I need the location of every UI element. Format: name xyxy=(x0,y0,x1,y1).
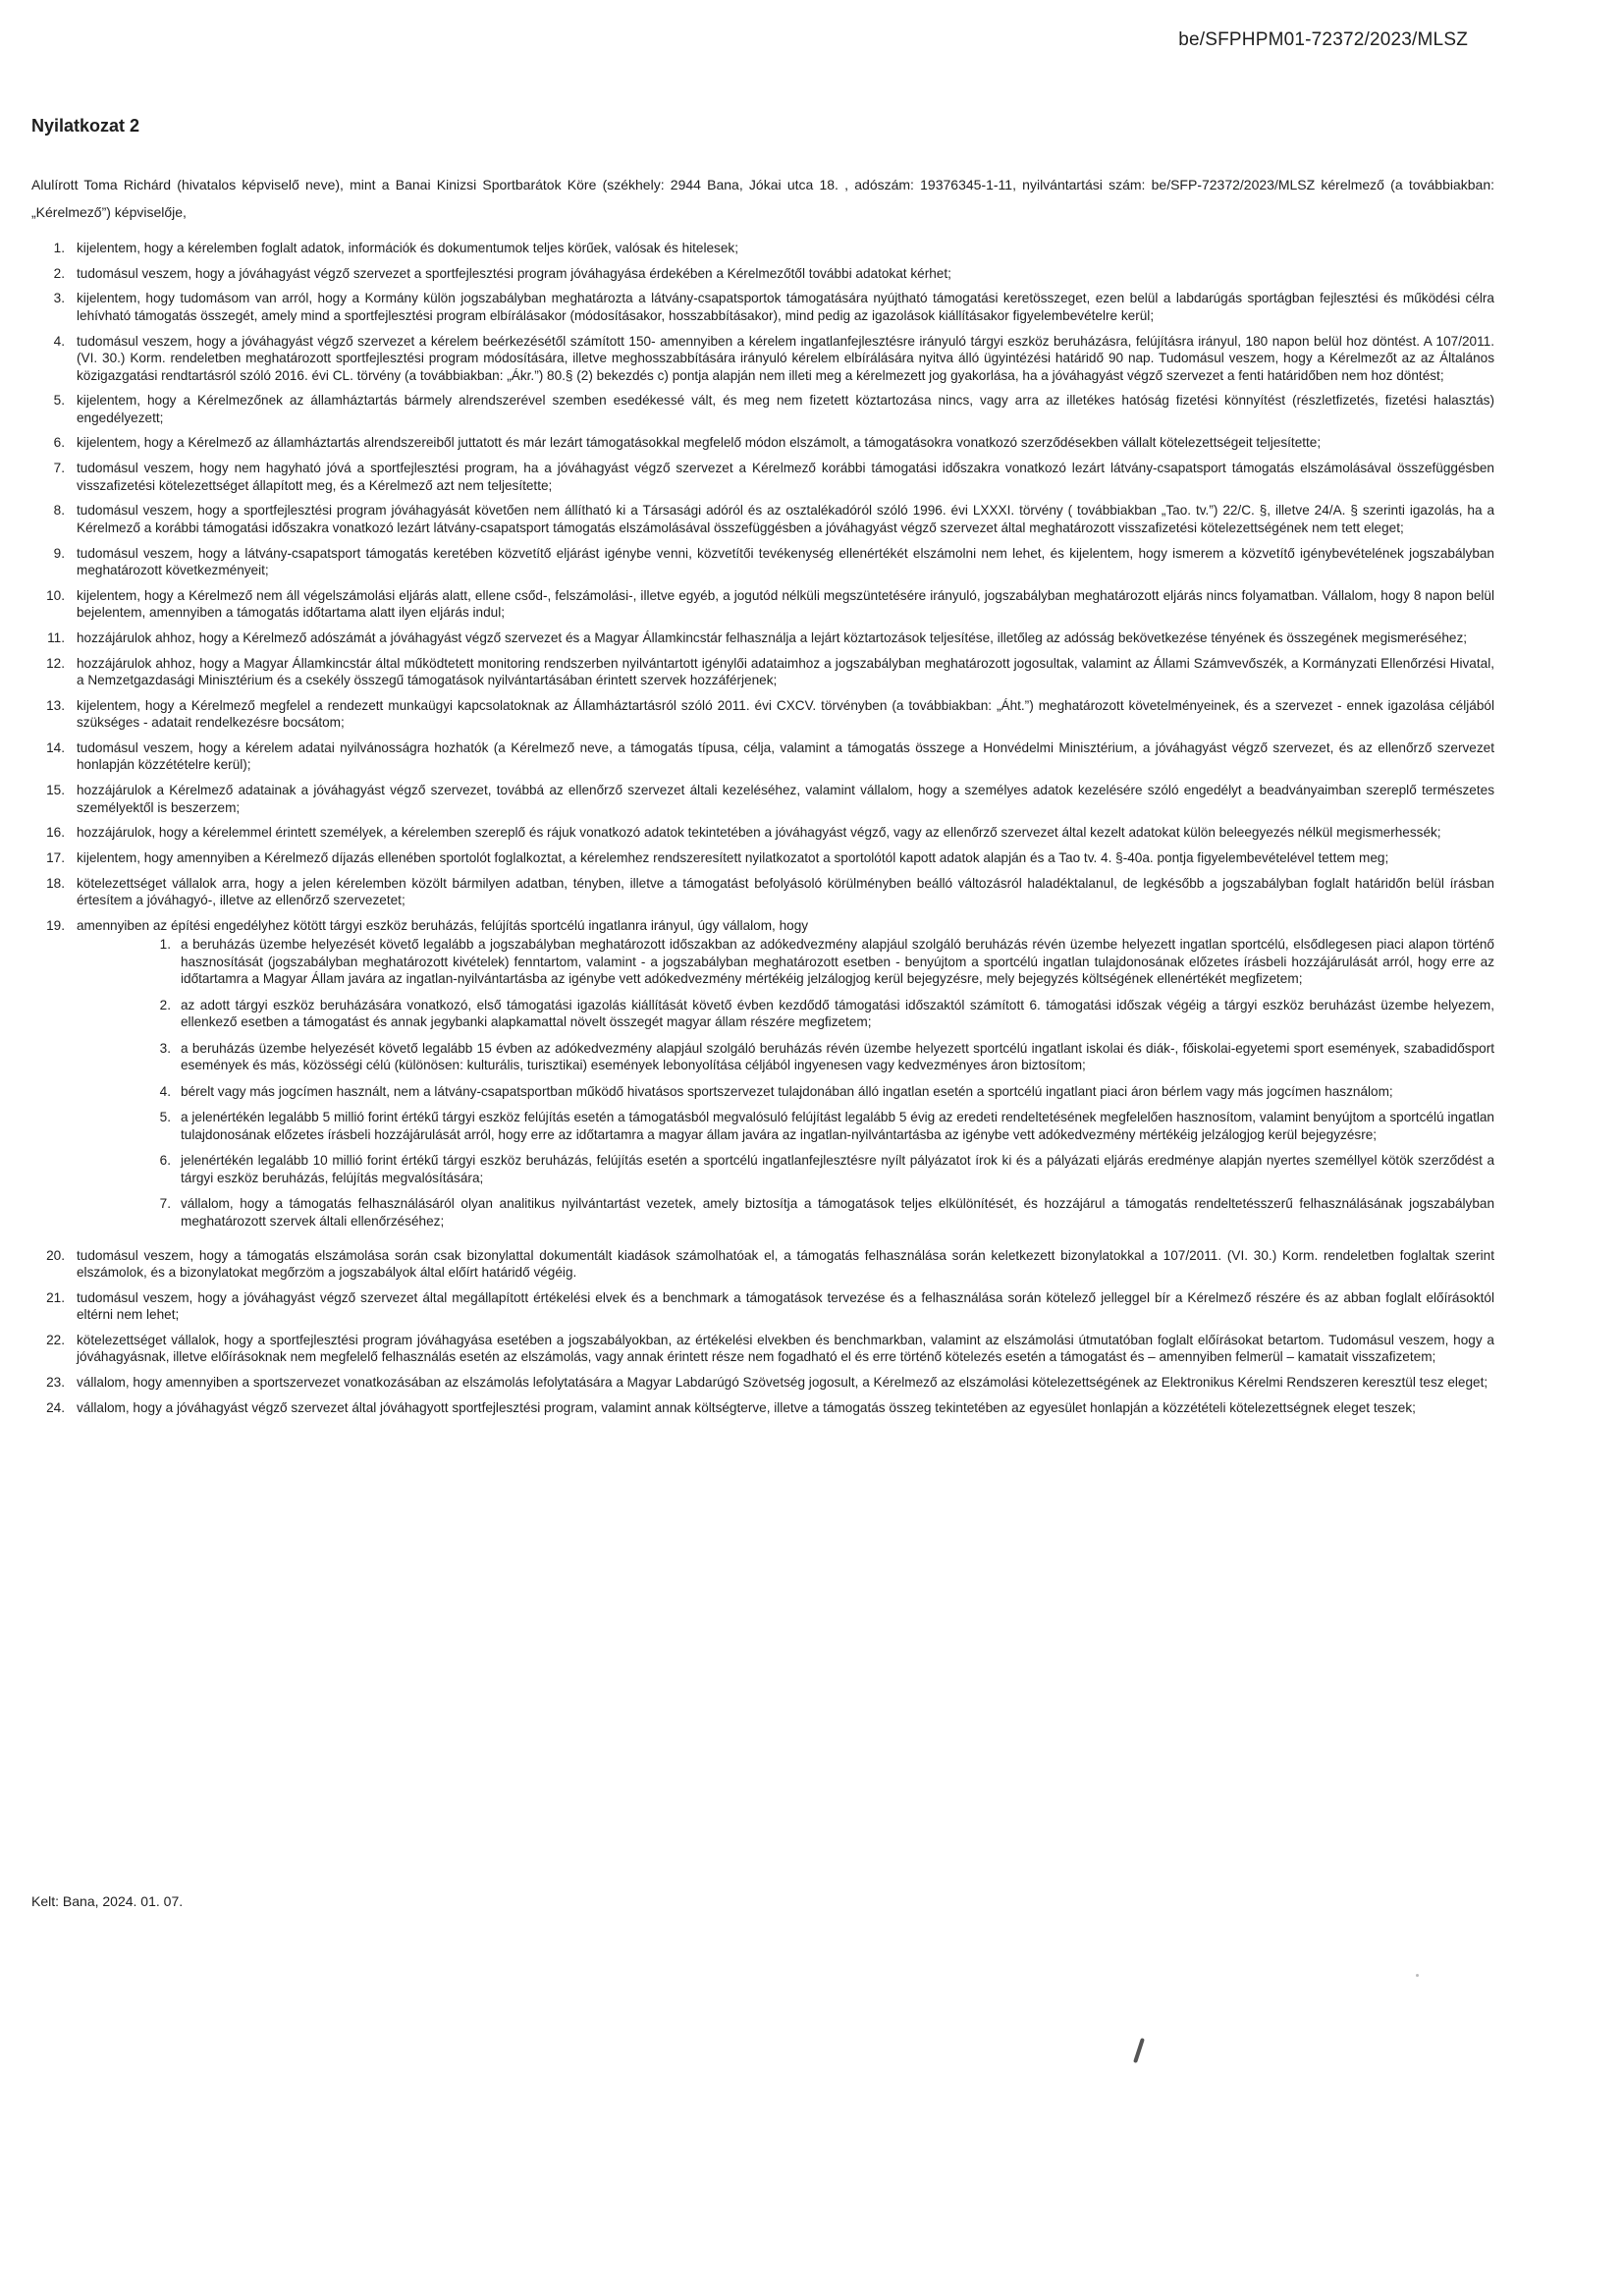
declaration-item xyxy=(31,655,1494,689)
item-number: 22. xyxy=(46,1332,65,1347)
scan-speck xyxy=(1416,1974,1419,1977)
item-text: hozzájárulok a Kérelmező adatainak a jóváhagyást végző szervezet, továbbá az ellenőrző szervezet általi kezeléséhez, valamint vállalom, hogy a személyes adatok kezelésére szóló engedélyt a beadványaimban szereplő természetes személyektől is beszerzem; xyxy=(77,783,1494,815)
item-number: 7. xyxy=(53,461,65,476)
item-text-block xyxy=(77,502,1494,536)
declaration-item xyxy=(31,1289,1494,1324)
item-number: 4. xyxy=(53,333,65,349)
sub-item-number: 2. xyxy=(159,997,171,1012)
item-text: vállalom, hogy amennyiben a sportszervezet vonatkozásában az elszámolás lefolytatására a Magyar Labdarúgó Szövetség jogosult, a Kérelmező az elszámolási kötelezettségének az Elektronikus Kérelmi Rendszeren keresztül tesz eleget; xyxy=(77,1375,1488,1391)
item-text: hozzájárulok ahhoz, hogy a Kérelmező adószámát a jóváhagyást végző szervezet és a Magyar Államkincstár felhasználja a lejárt köztartozások teljesítése, illetőleg az adósság bekövetkezése tényének és összegének megismeréséhez; xyxy=(77,629,1468,645)
item-text-block xyxy=(77,333,1494,385)
item-number: 18. xyxy=(46,875,65,891)
item-number: 1. xyxy=(53,241,65,255)
item-text: kijelentem, hogy a Kérelmezőnek az államháztartás bármely alrendszerével szemben esedékessé vált, és meg nem fizetett köztartozása nincs, vagy arra az illetékes hatóság fizetési könnyítést (részletfizetés, fizetési halasztás) engedélyezett; xyxy=(77,393,1494,425)
declaration-item xyxy=(31,290,1494,324)
sub-item-text: a jelenértékén legalább 5 millió forint értékű tárgyi eszköz felújítás esetén a támogatásból megvalósuló felújítást legalább 5 évig az eredeti rendeltetésének megfelelően hasznosítom, valamint benyújtom a sportcélú ingatlan tulajdonosának előzetes írásbeli hozzájárulását arról, hogy erre az időtartamra a magyar állam javára az ingatlan-nyilvántartásba az igénybe vett adókedvezmény mértékéig jelzálogjog kerül bejegyzésre; xyxy=(181,1110,1494,1142)
item-number: 12. xyxy=(46,655,65,671)
declaration-item xyxy=(31,587,1494,622)
declaration-item xyxy=(31,782,1494,816)
sub-item xyxy=(147,997,1494,1031)
declaration-items-list xyxy=(31,240,1494,1425)
item-text-block xyxy=(77,824,1494,842)
item-text: kijelentem, hogy a Kérelmező az államháztartás alrendszereiből juttatott és már lezárt támogatásokkal megfelelő módon elszámolt, a támogatásokra vonatkozó szerződésekben vállalt kötelezettségeit teljesítette; xyxy=(77,435,1322,451)
item-number: 24. xyxy=(46,1399,65,1415)
item-text-block xyxy=(77,587,1494,622)
item-text-block xyxy=(77,545,1494,579)
sub-item xyxy=(147,1083,1494,1101)
item-text: amennyiben az építési engedélyhez kötött tárgyi eszköz beruházás, felújítás sportcélú ingatlanra irányul, úgy vállalom, hogy xyxy=(77,917,809,933)
declaration-item xyxy=(31,875,1494,909)
sub-item-number: 6. xyxy=(159,1153,171,1169)
item-text: hozzájárulok ahhoz, hogy a Magyar Államkincstár által működtetett monitoring rendszerben nyilvántartott igénylői adataimhoz a jogszabályban meghatározott jogosultak, valamint az Állami Számvevőszék, a Kormányzati Ellenőrzési Hivatal, a Nemzetgazdasági Minisztérium és a csekély összegű támogatások nyilvántartásában érintett szervek hozzáférjenek; xyxy=(77,655,1494,688)
declaration-item xyxy=(31,739,1494,774)
declaration-item xyxy=(31,849,1494,867)
sub-item-number: 3. xyxy=(159,1040,171,1056)
item-text: tudomásul veszem, hogy a jóváhagyást végző szervezet a sportfejlesztési program jóváhagyása érdekében a Kérelmezőtől további adatokat kérhet; xyxy=(77,265,951,281)
item-number: 2. xyxy=(53,265,65,281)
item-number: 10. xyxy=(46,587,65,603)
item-number: 17. xyxy=(46,850,65,865)
declaration-item xyxy=(31,502,1494,536)
item-number: 5. xyxy=(53,393,65,409)
item-text: tudomásul veszem, hogy a sportfejlesztési program jóváhagyását követően nem állítható ki a Társasági adóról és az osztalékadóról szóló 1996. évi LXXXI. törvény ( továbbiakban „Tao. tv.”) 22/C. §, illetve 24/A. § szerinti igazolás, ha a Kérelmező a korábbi támogatási időszakra vonatkozó lezárt látvány-csapatsport támogatás elszámolásával összefüggésben a jóváhagyást végző szervezet által meghatározott visszafizetési kötelezettségének nem tett eleget; xyxy=(77,503,1494,535)
document-reference-number: be/SFPHPM01-72372/2023/MLSZ xyxy=(1178,29,1468,50)
item-text-block xyxy=(77,1374,1494,1392)
item-number: 15. xyxy=(46,783,65,798)
declaration-item xyxy=(31,1247,1494,1282)
item-text-block xyxy=(77,629,1494,647)
item-number: 16. xyxy=(46,825,65,841)
item-number: 14. xyxy=(46,739,65,755)
sub-item-number: 5. xyxy=(159,1110,171,1125)
item-text: tudomásul veszem, hogy a támogatás elszámolása során csak bizonylattal dokumentált kiadások számolhatóak el, a támogatás felhasználása során keletkezett bizonylatokkal a 107/2011. (VI. 30.) Korm. rendeletben foglaltak szerint elszámolok, és a bizonylatokat megőrzöm a jogszabályok által előírt határidő végéig. xyxy=(77,1247,1494,1281)
item-number: 11. xyxy=(47,629,65,645)
item-text-block xyxy=(77,460,1494,494)
item-text-block xyxy=(77,1332,1494,1366)
declaration-item xyxy=(31,545,1494,579)
item-text-block xyxy=(77,655,1494,689)
item-text: tudomásul veszem, hogy a jóváhagyást végző szervezet által megállapított értékelési elvek és a benchmark a támogatások tervezése és a felhasználása során kötelező jelleggel bír a Kérelmező részére és az abban foglalt előírásoktól eltérni nem lehet; xyxy=(77,1289,1494,1323)
sub-item-number: 1. xyxy=(159,937,171,953)
item-number: 9. xyxy=(53,545,65,561)
sub-item xyxy=(147,936,1494,988)
declaration-intro: Alulírott Toma Richárd (hivatalos képviselő neve), mint a Banai Kinizsi Sportbarátok Köre (székhely: 2944 Bana, Jókai utca 18. , adószám: 19376345-1-11, nyilvántartási szám: be/SFP-72372/2023/MLSZ kérelmező (a továbbiakban: „Kérelmező”) képviselője, xyxy=(31,177,1494,220)
item-text: hozzájárulok, hogy a kérelemmel érintett személyek, a kérelemben szereplő és rájuk vonatkozó adatok tekintetében a jóváhagyást végző, vagy az ellenőrző szervezet által kezelt adatokat külön beleegyezés nélkül megismerhessék; xyxy=(77,825,1441,841)
item-text-block xyxy=(77,697,1494,732)
sub-items-list xyxy=(77,936,1494,1230)
item-text-block xyxy=(77,240,1494,257)
item-number: 8. xyxy=(53,503,65,519)
item-text-block xyxy=(77,434,1494,452)
item-text-block xyxy=(77,1289,1494,1324)
item-number: 6. xyxy=(53,435,65,451)
sub-item xyxy=(147,1040,1494,1074)
sub-item xyxy=(147,1109,1494,1143)
sub-item-text: az adott tárgyi eszköz beruházására vonatkozó, első támogatási igazolás kiállítását követő évben kezdődő támogatási időszaktól számított 6. támogatási időszak végéig a tárgyi eszköz beruházást üzembe helyezem, ellenkező esetben a támogatást és annak jegybanki alapkamattal növelt összegét magyar állam részére megfizetem; xyxy=(181,997,1494,1030)
sub-item-text: vállalom, hogy a támogatás felhasználásáról olyan analitikus nyilvántartást vezetek, amely biztosítja a támogatások teljes elkülönítését, és hozzájárul a támogatás rendeltetésszerű felhasználásának jogszabályban meghatározott szervek általi ellenőrzéséhez; xyxy=(181,1196,1494,1229)
item-text-block xyxy=(77,782,1494,816)
sub-item xyxy=(147,1195,1494,1230)
item-text-block xyxy=(77,875,1494,909)
item-number: 19. xyxy=(46,917,65,933)
sub-item-text: bérelt vagy más jogcímen használt, nem a látvány-csapatsportban működő hivatásos sportszervezet tulajdonában álló ingatlan esetén a sportcélú ingatlant piaci áron bérlem vagy más jogcímen használom; xyxy=(181,1083,1393,1099)
declaration-item xyxy=(31,697,1494,732)
item-number: 13. xyxy=(46,697,65,713)
item-number: 20. xyxy=(46,1247,65,1263)
item-text: tudomásul veszem, hogy nem hagyható jóvá a sportfejlesztési program, ha a jóváhagyást végző szervezet a Kérelmező korábbi támogatási időszakra vonatkozó lezárt látvány-csapatsport támogatás elszámolásával összefüggésben visszafizetési kötelezettséget állapított meg, és a Kérelmező azt nem teljesítette; xyxy=(77,461,1494,493)
sub-item xyxy=(147,1152,1494,1186)
declaration-item xyxy=(31,824,1494,842)
date-place-line: Kelt: Bana, 2024. 01. 07. xyxy=(31,1893,184,1909)
sub-item-text: a beruházás üzembe helyezését követő legalább a jogszabályban meghatározott időszakban az adókedvezmény alapjául szolgáló beruházás révén üzembe helyezett ingatlan sportcélú, elsődlegesen piaci alapon történő hasznosítását (jogszabályban meghatározott kivételek) fenntartom, valamint - a jogszabályban meghatározott esetben - benyújtom a sportcélú ingatlan tulajdonosának előzetes írásbeli hozzájárulását arról, hogy erre az időtartamra a Magyar Állam javára az ingatlan-nyilvántartásba az igénybe vett adókedvezmény mértékéig jelzálogjog kerül bejegyzésre, mely bejegyzés költségének ellenértékét megfizetem; xyxy=(181,937,1494,987)
declaration-item xyxy=(31,392,1494,426)
declaration-item xyxy=(31,1374,1494,1392)
item-text: tudomásul veszem, hogy a kérelem adatai nyilvánosságra hozhatók (a Kérelmező neve, a támogatás típusa, célja, valamint a támogatás összege a Honvédelmi Minisztérium, a jóváhagyást végző szervezet, és az ellenőrző szervezet honlapján közzétételre kerül); xyxy=(77,739,1494,773)
item-text-block xyxy=(77,1247,1494,1282)
item-text-block xyxy=(77,917,1494,1239)
sub-item-number: 7. xyxy=(159,1196,171,1212)
declaration-item xyxy=(31,333,1494,385)
declaration-item xyxy=(31,1332,1494,1366)
item-text-block xyxy=(77,265,1494,283)
declaration-item xyxy=(31,434,1494,452)
item-text: kötelezettséget vállalok, hogy a sportfejlesztési program jóváhagyása esetében a jogszabályokban, az értékelési elvekben és benchmarkban, valamint az elszámolási útmutatóban foglalt előírásokat betartom. Tudomásul veszem, hogy a jóváhagyásnak, illetve előírásoknak nem megfelelő felhasználás esetén az elszámolás, vagy annak érintett része nem fogadható el és erre történő kötelezés esetén a támogatást és – amennyiben felmerül – kamatait visszafizetem; xyxy=(77,1332,1494,1365)
item-text: kijelentem, hogy a kérelemben foglalt adatok, információk és dokumentumok teljes körűek, valósak és hitelesek; xyxy=(77,241,738,255)
item-number: 23. xyxy=(46,1375,65,1391)
item-number: 21. xyxy=(46,1289,65,1305)
item-text: tudomásul veszem, hogy a jóváhagyást végző szervezet a kérelem beérkezésétől számított 150- amennyiben a kérelem ingatlanfejlesztésre irányuló tárgyi eszköz beruházásra, felújításra irányul, 180 napon belül hoz döntést. A 107/2011. (VI. 30.) Korm. rendeletben meghatározott sportfejlesztési program módosítására, illetve meghosszabbítására irányuló kérelem elbírálására nyitva álló ügyintézési határidő 90 nap. Tudomásul veszem, hogy a Kérelmezőt az az Általános közigazgatási rendtartásról szóló 2016. évi CL. törvény (a továbbiakban: „Ákr.”) 80.§ (2) bekezdés c) pontja alapján nem illeti meg a kérelmezett jog gyakorlása, ha a jóváhagyást végző szervezet a fenti határidőben nem hoz döntést; xyxy=(77,333,1494,383)
document-title: Nyilatkozat 2 xyxy=(31,116,140,136)
declaration-item xyxy=(31,917,1494,1239)
pen-mark xyxy=(1133,2038,1145,2063)
item-text: kijelentem, hogy tudomásom van arról, hogy a Kormány külön jogszabályban meghatározta a látvány-csapatsportok támogatására nyújtható támogatási keretösszeget, ezen belül a labdarúgás sportágban fejlesztési és működési célra lehívható támogatás összegét, amely mind a sportfejlesztési program elbírálásakor (módosításakor, hosszabbításakor), mind pedig az igazolások kiállításakor figyelembevételre kerül; xyxy=(77,291,1494,323)
sub-item-text: a beruházás üzembe helyezését követő legalább 15 évben az adókedvezmény alapjául szolgáló beruházás révén üzembe helyezett sportcélú ingatlant iskolai és diák-, főiskolai-egyetemi sport események, szabadidősport események és más, közösségi célú (különösen: kulturális, turisztikai) események lebonyolítása céljából ingyenesen vagy kedvezményes áron biztosítom; xyxy=(181,1040,1494,1073)
declaration-item xyxy=(31,460,1494,494)
declaration-item xyxy=(31,629,1494,647)
declaration-item xyxy=(31,1399,1494,1417)
item-text-block xyxy=(77,290,1494,324)
item-text: kötelezettséget vállalok arra, hogy a jelen kérelemben közölt bármilyen adatban, tényben, illetve a támogatást befolyásoló körülményben beálló változásról haladéktalanul, de legkésőbb a jogszabályban foglalt határidőn belül írásban értesítem a jóváhagyó-, illetve az ellenőrző szervezetet; xyxy=(77,875,1494,908)
declaration-item xyxy=(31,240,1494,257)
sub-item-number: 4. xyxy=(159,1083,171,1099)
item-text: kijelentem, hogy amennyiben a Kérelmező díjazás ellenében sportolót foglalkoztat, a kérelemhez rendszeresített nyilatkozatot a sportolótól kapott adatok alapján és a Tao tv. 4. §-40a. pontja figyelembevételével tettem meg; xyxy=(77,850,1389,865)
item-text: vállalom, hogy a jóváhagyást végző szervezet által jóváhagyott sportfejlesztési program, valamint annak költségterve, illetve a támogatás összeg tekintetében az egyesület honlapján a közzétételi kötelezettségnek eleget teszek; xyxy=(77,1399,1416,1415)
item-text-block xyxy=(77,1399,1494,1417)
item-text: kijelentem, hogy a Kérelmező megfelel a rendezett munkaügyi kapcsolatoknak az Államháztartásról szóló 2011. évi CXCV. törvényben (a továbbiakban: „Áht.”) meghatározott követelményeinek, és a szervezet - ennek igazolása céljából szükséges - adatait rendelkezésre bocsátom; xyxy=(77,697,1494,731)
item-text: tudomásul veszem, hogy a látvány-csapatsport támogatás keretében közvetítő eljárást igénybe venni, közvetítői tevékenység ellenértékét elszámolni nem lehet, és kijelentem, hogy ismerem a közvetítő igénybevételének jogszabályban meghatározott következményeit; xyxy=(77,545,1494,577)
declaration-item xyxy=(31,265,1494,283)
item-text-block xyxy=(77,849,1494,867)
sub-item-text: jelenértékén legalább 10 millió forint értékű tárgyi eszköz beruházás, felújítás esetén a sportcélú ingatlanfejlesztésre nyílt pályázatot írok ki és a pályázati eljárás eredménye alapján nyertes személlyel kötök szerződést a tárgyi eszköz beruházás, felújítás megvalósítására; xyxy=(181,1153,1494,1185)
item-number: 3. xyxy=(53,291,65,306)
item-text-block xyxy=(77,739,1494,774)
item-text-block xyxy=(77,392,1494,426)
item-text: kijelentem, hogy a Kérelmező nem áll végelszámolási eljárás alatt, ellene csőd-, felszámolási-, illetve egyéb, a jogutód nélküli megszüntetésére irányuló, jogszabályban meghatározott eljárás nincs folyamatban. Vállalom, hogy 8 napon belül bejelentem, amennyiben a támogatás időtartama alatt ilyen eljárás indul; xyxy=(77,587,1494,621)
